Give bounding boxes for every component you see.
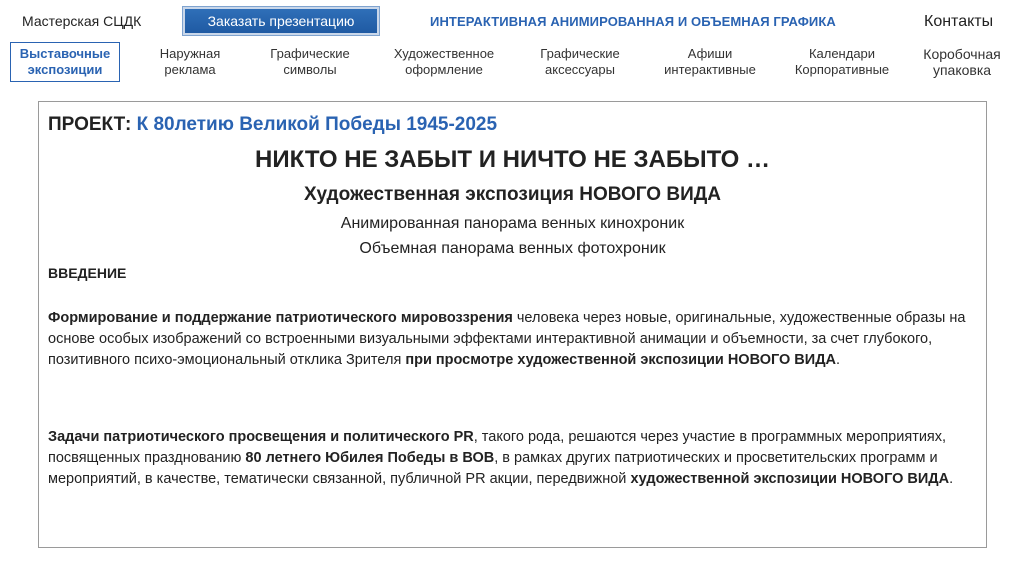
nav-item-label: Календари [808,46,876,61]
p2-text-2: , в рамках других патриотических и просветительских программ и мероприятий, в качестве, тематически связанной, публичной PR акции, передвижной [48,450,938,487]
nav-item-graphic-symbols[interactable] [255,42,365,82]
p1-bold-2: при просмотре художественной экспозиции НОВОГО ВИДА [405,352,836,368]
main-headline: НИКТО НЕ ЗАБЫТ И НИЧТО НЕ ЗАБЫТО … [255,146,770,173]
p1-text-1: человека через новые, оригинальные, художественные образы на основе особых изображений со встроенными визуальными эффектами интерактивной анимации и объемности, за счет глубокого, позитивного психо-эмоциональный отклика Зрителя [48,310,966,368]
project-title: К 80летию Великой Победы 1945-2025 [136,114,498,135]
nav-item-exhibitions[interactable] [10,42,120,82]
p2-bold-3: художественной экспозиции НОВОГО ВИДА [630,471,950,487]
project-card [38,101,987,548]
order-presentation-button[interactable]: Заказать презентацию [183,7,379,35]
intro-heading: ВВЕДЕНИЕ [48,265,127,281]
nav-item-art-design[interactable] [376,42,512,82]
nav-item-interactive-posters[interactable] [646,42,774,82]
nav-item-label: Художественное [393,46,495,61]
nav-item-label: Афиши [687,46,733,61]
nav-item-label: Корпоративные [794,62,890,77]
nav-item-box-packaging[interactable] [910,42,1014,82]
nav-item-label: аксессуары [545,62,615,77]
intro-paragraph-1 [48,308,978,371]
category-nav [0,42,1024,86]
p1-text-2: . [836,352,841,368]
p2-bold-2: 80 летнего Юбилея Победы в ВОВ [245,450,495,466]
intro-paragraph-2 [48,427,978,490]
nav-item-label: Коробочная [923,46,1001,62]
nav-item-outdoor-ads[interactable] [140,42,240,82]
nav-item-corporate-calendars[interactable] [780,42,904,82]
nav-item-label: экспозиции [27,62,103,77]
nav-item-label: оформление [405,62,483,77]
sub-headline: Художественная экспозиция НОВОГО ВИДА [304,184,721,205]
project-label: ПРОЕКТ: [48,114,132,135]
p1-bold-1: Формирование и поддержание патриотического мировоззрения [48,310,513,326]
animated-panorama-line: Анимированная панорама венных кинохроник [340,215,685,232]
nav-item-label: Выставочные [19,46,111,61]
p2-text-1: , такого рода, решаются через участие в программных мероприятиях, посвященных празднованию [48,429,947,466]
brand-link[interactable]: Мастерская СЦДК [22,13,142,29]
nav-item-label: символы [283,62,337,77]
nav-item-label: интерактивные [664,62,756,77]
project-line [48,114,497,136]
interactive-graphics-link[interactable]: ИНТЕРАКТИВНАЯ АНИМИРОВАННАЯ И ОБЪЕМНАЯ ГРАФИКА [430,14,836,29]
nav-item-label: реклама [164,62,216,77]
contacts-link[interactable]: Контакты [924,13,994,30]
nav-item-label: Наружная [159,46,221,61]
volumetric-panorama-line: Объемная панорама венных фотохроник [359,240,666,257]
p2-bold-1: Задачи патриотического просвещения и политического PR [48,429,474,445]
nav-item-label: Графические [270,46,350,61]
nav-item-graphic-accessories[interactable] [522,42,638,82]
nav-item-label: Графические [540,46,620,61]
p2-text-3: . [949,471,954,487]
top-bar [0,0,1024,40]
nav-item-label: упаковка [932,62,992,78]
